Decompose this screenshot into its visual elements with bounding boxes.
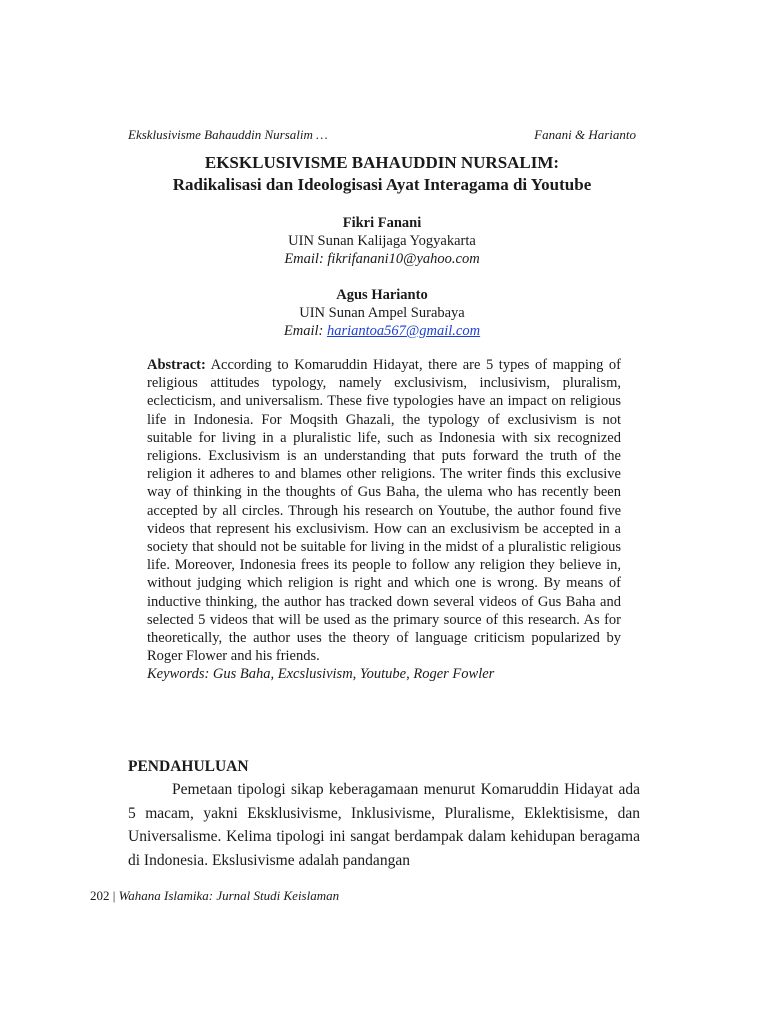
section-introduction	[128, 755, 640, 872]
author-email-line	[128, 322, 636, 340]
author-block-1	[128, 214, 636, 268]
email-label: Email:	[284, 251, 328, 267]
section-paragraph: Pemetaan tipologi sikap keberagamaan menurut Komaruddin Hidayat ada 5 macam, yakni Eksklusivisme, Inklusivisme, Pluralisme, Eklektisisme, dan Universalisme. Kelima tipologi ini sangat berdampak dalam kehidupan beragama di Indonesia. Ekslusivisme adalah pandangan	[128, 781, 640, 869]
running-header-left: Eksklusivisme Bahauddin Nursalim …	[128, 127, 328, 142]
author-email-link[interactable]: hariantoa567@gmail.com	[326, 323, 481, 339]
section-title: PENDAHULUAN	[128, 758, 249, 775]
author-email-line	[128, 250, 636, 268]
page-footer	[90, 888, 339, 904]
author-block-2	[128, 286, 636, 340]
page-number: 202	[90, 888, 110, 903]
abstract	[147, 356, 621, 684]
footer-separator: |	[112, 888, 116, 903]
abstract-label: Abstract:	[147, 357, 206, 373]
author-name: Fikri Fanani	[342, 215, 422, 231]
paper-subtitle: Radikalisasi dan Ideologisasi Ayat Interagama di Youtube	[172, 175, 592, 194]
title-block	[128, 152, 636, 196]
abstract-text: According to Komaruddin Hidayat, there are 5 types of mapping of religious attitudes typology, namely exclusivism, inclusivism, pluralism, eclecticism, and universalism. These five typologies have an impact on religious life in Indonesia. For Moqsith Ghazali, the typology of exclusivism is not suitable for living in a pluralistic life, such as Indonesia with six recognized religions. Exclusivism is an understanding that puts forward the truth of the religion it adheres to and blames other religions. The writer finds this exclusive way of thinking in the thoughts of Gus Baha, the ulema who has recently been accepted by all circles. Through his research on Youtube, the author found five videos that represent his exclusivism. How can an exclusivism be accepted in a society that should not be suitable for living in the midst of a pluralistic religious life. Moreover, Indonesia frees its people to follow any religion they believe in, without judging which religion is right and which one is wrong. By means of inductive thinking, the author has tracked down several videos of Gus Baha and selected 5 videos that will be used as the primary source of this research. As for theoretically, the author uses the theory of language criticism popularized by Roger Flower and his friends.	[147, 357, 622, 665]
journal-name: Wahana Islamika: Jurnal Studi Keislaman	[118, 888, 340, 903]
email-label: Email:	[283, 323, 327, 339]
author-email: fikrifanani10@yahoo.com	[327, 251, 480, 267]
author-affiliation: UIN Sunan Kalijaga Yogyakarta	[288, 233, 476, 249]
running-header-right: Fanani & Harianto	[534, 127, 636, 142]
author-name: Agus Harianto	[336, 287, 428, 303]
running-header	[128, 127, 636, 143]
paper-title: EKSKLUSIVISME BAHAUDDIN NURSALIM:	[204, 153, 560, 172]
author-affiliation: UIN Sunan Ampel Surabaya	[299, 305, 465, 321]
keywords: Keywords: Gus Baha, Excslusivism, Youtube, Roger Fowler	[147, 666, 495, 683]
